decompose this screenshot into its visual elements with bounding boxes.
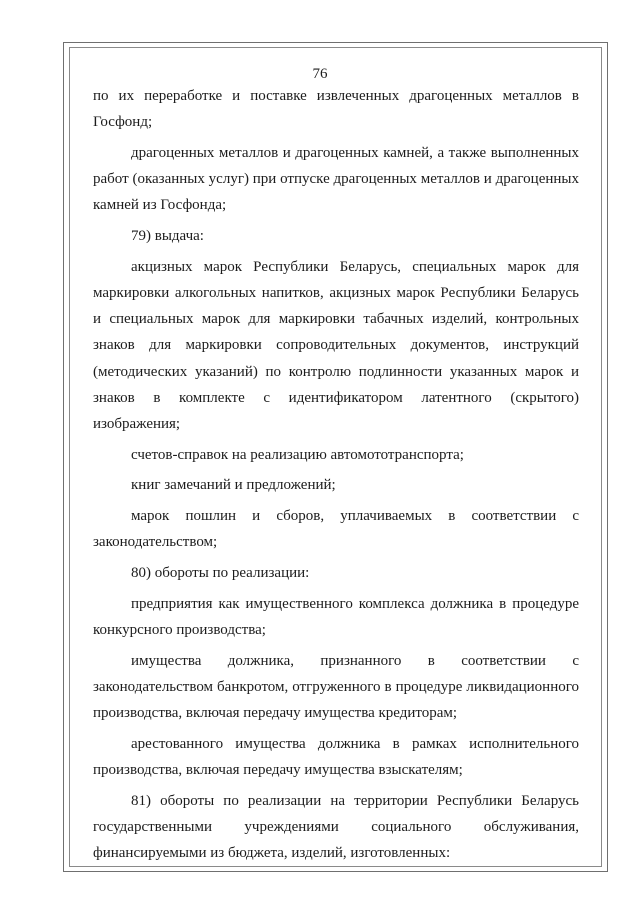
- document-body: [93, 83, 579, 866]
- paragraph-8: 80) обороты по реализации:: [131, 564, 310, 581]
- paragraph-3: 79) выдача:: [131, 228, 204, 245]
- paragraph-4: акцизных марок Республики Беларусь, специальных марок для маркировки алкогольных напитков, акцизных марок Республики Беларусь и специальных марок для маркировки табачных изделий, контрольных знаков для маркировки сопроводительных документов, инструкций (методических указаний) по контролю подлинности указанных марок и знаков в комплекте с идентификатором латентного (скрытого) изображения;: [93, 258, 579, 432]
- paragraph-9: предприятия как имущественного комплекса должника в процедуре конкурсного производства;: [93, 595, 579, 638]
- paragraph-11: арестованного имущества должника в рамках исполнительного производства, включая передачу имущества взыскателям;: [93, 735, 579, 778]
- paragraph-1: по их переработке и поставке извлеченных драгоценных металлов в Госфонд;: [93, 88, 579, 131]
- paragraph-12: 81) обороты по реализации на территории Республики Беларусь государственными учреждениями социального обслуживания, финансируемыми из бюджета, изделий, изготовленных:: [93, 792, 579, 861]
- paragraph-6: книг замечаний и предложений;: [131, 477, 336, 494]
- paragraph-2: драгоценных металлов и драгоценных камней, а также выполненных работ (оказанных услуг) при отпуске драгоценных металлов и драгоценных камней из Госфонда;: [93, 144, 579, 214]
- paragraph-10: имущества должника, признанного в соответствии с законодательством банкротом, отгруженного в процедуре ликвидационного производства, включая передачу имущества кредиторам;: [93, 652, 579, 721]
- page-number: 76: [312, 66, 328, 82]
- paragraph-7: марок пошлин и сборов, уплачиваемых в соответствии с законодательством;: [93, 508, 579, 551]
- paragraph-5: счетов-справок на реализацию автомототранспорта;: [131, 446, 464, 463]
